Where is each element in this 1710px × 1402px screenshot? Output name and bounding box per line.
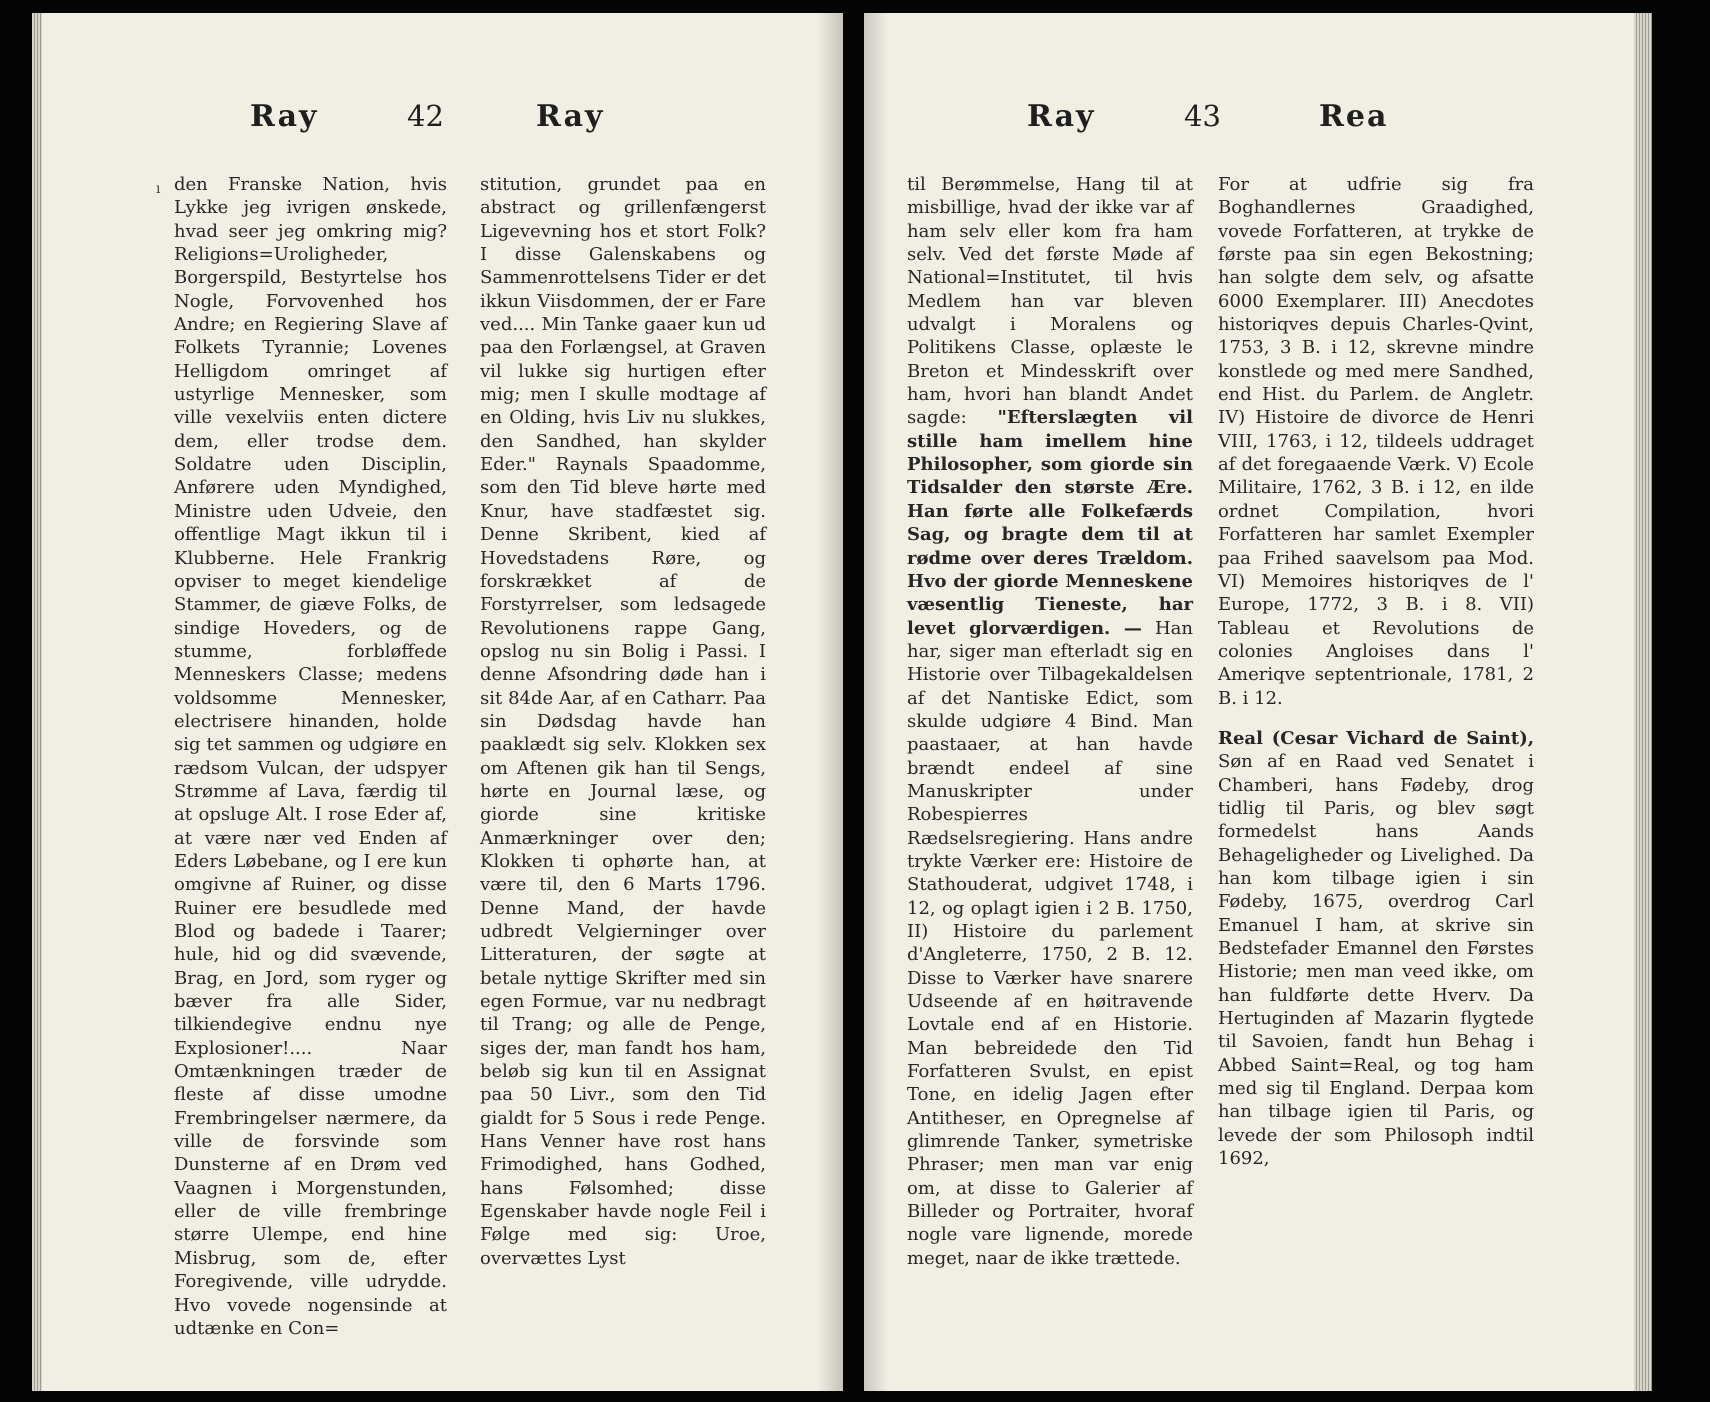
right-column-1-quote: "Efterslægten vil stille ham imellem hine Philosopher, som giorde sin Tidsalder den største Ære. Han førte alle Folkefærds Sag, og bragte dem til at rødme over deres Trældom. Hvo der giorde Menneskene væsentlig Tieneste, har levet glorværdigen. —: [907, 407, 1193, 639]
left-page-column-2: [480, 173, 766, 1270]
right-page: [864, 13, 1652, 1391]
right-column-1-paragraph: [907, 173, 1193, 1270]
left-header-headword-right: Ray: [536, 99, 605, 134]
entry-headword-real: Real (Cesar Vichard de Saint),: [1218, 727, 1534, 749]
left-page: [32, 13, 843, 1391]
right-header-headword-right: Rea: [1319, 99, 1389, 134]
left-page-column-1: [156, 173, 447, 1340]
right-page-column-1: [907, 173, 1193, 1270]
right-column-1-text-a: til Berømmelse, Hang til at misbillige, hvad der ikke var af ham selv eller kom fra ham selv. Ved det første Møde af National=Institutet, til hvis Medlem han var bleven udvalgt i Moralens og Politikens Classe, oplæste le Breton et Mindesskrift over ham, hvori han blandt Andet sagde:: [907, 174, 1193, 429]
left-column-1-text: den Franske Nation, hvis Lykke jeg ivrigen ønskede, hvad seer jeg omkring mig? Religions=Uroligheder, Borgerspild, Bestyrtelse hos Nogle, Forvovenhed hos Andre; en Regiering Slave af Folkets Tyrannie; Lovenes Helligdom omringet af ustyrlige Mennesker, som ville vexelviis enten dictere dem, eller trodse dem. Soldatre uden Disciplin, Anførere uden Myndighed, Ministre uden Udveie, den offentlige Magt ikkun til i Klubberne. Hele Frankrig opviser to meget kiendelige Stammer, de giæve Folks, de sindige Hoveders, og de stumme, forbløffede Menneskers Classe; medens voldsomme Mennesker, electrisere hinanden, holde sig tet sammen og udgiøre en rædsom Vulcan, der udspyer Strømme af Lava, færdig til at opsluge Alt. I rose Eder af, at være nær ved Enden af Eders Løbebane, og I ere kun omgivne af Ruiner, og disse Ruiner ere besudlede med Blod og badede i Taarer; hule, hid og did svævende, Brag, en Jord, som ryger og bæver fra alle Sider, tilkiendegive endnu nye Explosioner!.... Naar Omtænkningen træder de fleste af disse umodne Frembringelser nærmere, da ville de forsvinde som Dunsterne af en Drøm ved Vaagnen i Morgenstunden, eller de ville frembringe større Ulempe, end hine Misbrug, som de, efter Foregivende, ville udrydde. Hvo vovede nogensinde at udtænke en Con=: [174, 174, 447, 1339]
right-page-number: 43: [1184, 99, 1221, 133]
left-page-number: 42: [407, 99, 444, 133]
right-page-column-2: [1218, 173, 1534, 1170]
left-page-edge: [32, 13, 42, 1391]
right-header-headword-left: Ray: [1027, 99, 1096, 134]
left-column-2-text: stitution, grundet paa en abstract og grillenfængerst Ligevevning hos et stort Folk? I disse Galenskabens og Sammenrottelsens Tider er det ikkun Viisdommen, der er Fare ved.... Min Tanke gaaer kun ud paa den Forlængsel, at Graven vil lukke sig hurtigen efter mig; men I skulle modtage af en Olding, hvis Liv nu slukkes, den Sandhed, han skylder Eder." Raynals Spaadomme, som den Tid bleve hørte med Knur, have stadfæstet sig. Denne Skribent, kied af Hovedstadens Røre, og forskrækket af de Forstyrrelser, som ledsagede Revolutionens rappe Gang, opslog nu sin Bolig i Passi. I denne Afsondring døde han i sit 84de Aar, af en Catharr. Paa sin Dødsdag havde han paaklædt sig selv. Klokken sex om Aftenen gik han til Sengs, hørte en Journal læse, og giorde sine kritiske Anmærkninger over den; Klokken ti ophørte han, at være til, den 6 Marts 1796. Denne Mand, der havde udbredt Velgierninger over Litteraturen, der søgte at betale nyttige Skrifter med sin egen Formue, var nu nedbragt til Trang; og alle de Penge, siges der, man fandt hos ham, beløb sig kun til en Assignat paa 50 Livr., som den Tid gialdt for 5 Sous i rede Penge. Hans Venner have rost hans Frimodighed, hans Godhed, hans Følsomhed; disse Egenskaber havde nogle Feil i Følge med sig: Uroe, overvættes Lyst: [480, 174, 766, 1269]
right-column-2-text-b: Søn af en Raad ved Senatet i Chamberi, hans Fødeby, drog tidlig til Paris, og blev søgt formedelst hans Aands Behageligheder og Livelighed. Da han kom tilbage igien i sin Fødeby, 1675, overdrog Carl Emanuel I ham, at skrive sin Bedstefader Emannel den Førstes Historie; men man veed ikke, om han fuldførte dette Hverv. Da Hertuginden af Mazarin flygtede til Savoien, fandt hun Behag i Abbed Saint=Real, og tog ham med sig til England. Derpaa kom han tilbage igien til Paris, og levede der som Philosoph indtil 1692,: [1218, 751, 1534, 1170]
right-column-2-entry: [1218, 727, 1534, 1171]
right-page-edge: [1634, 13, 1652, 1391]
margin-mark: ı: [156, 181, 161, 197]
right-column-1-text-b: Han har, siger man efterladt sig en Historie over Tilbagekaldelsen af det Nantiske Edict, som skulde udgiøre 4 Bind. Man paastaaer, at han havde brændt endeel af sine Manuskripter under Robespierres Rædselsregiering. Hans andre trykte Værker ere: Histoire de Stathouderat, udgivet 1748, i 12, og oplagt igien i 2 B. 1750, II) Histoire du parlement d'Angleterre, 1750, 2 B. 12. Disse to Værker have snarere Udseende af en høitravende Lovtale end af en Historie. Man bebreidede den Tid Forfatteren Svulst, en epist Tone, en idelig Jagen efter Antitheser, en Opregnelse af glimrende Tanker, symetriske Phraser; men man var enig om, at disse to Galerier af Billeder og Portraiter, hvoraf nogle vare lignende, morede meget, naar de ikke trættede.: [907, 617, 1193, 1269]
right-column-2-text-a: For at udfrie sig fra Boghandlernes Graadighed, vovede Forfatteren, at trykke de første paa sin egen Bekostning; han solgte dem selv, og afsatte 6000 Exemplarer. III) Anecdotes historiqves depuis Charles-Qvint, 1753, 3 B. i 12, skrevne mindre konstlede og med mere Sandhed, end Hist. du Parlem. de Angletr. IV) Histoire de divorce de Henri VIII, 1763, i 12, tildeels uddraget af det foregaaende Værk. V) Ecole Militaire, 1762, 3 B. i 12, en ilde ordnet Compilation, hvori Forfatteren har samlet Exempler paa Frihed saavelsom paa Mod. VI) Memoires historiqves de l' Europe, 1772, 3 B. i 8. VII) Tableau et Revolutions de colonies Angloises dans l' Ameriqve septentrionale, 1781, 2 B. i 12.: [1218, 174, 1534, 709]
left-header-headword-left: Ray: [250, 99, 319, 134]
